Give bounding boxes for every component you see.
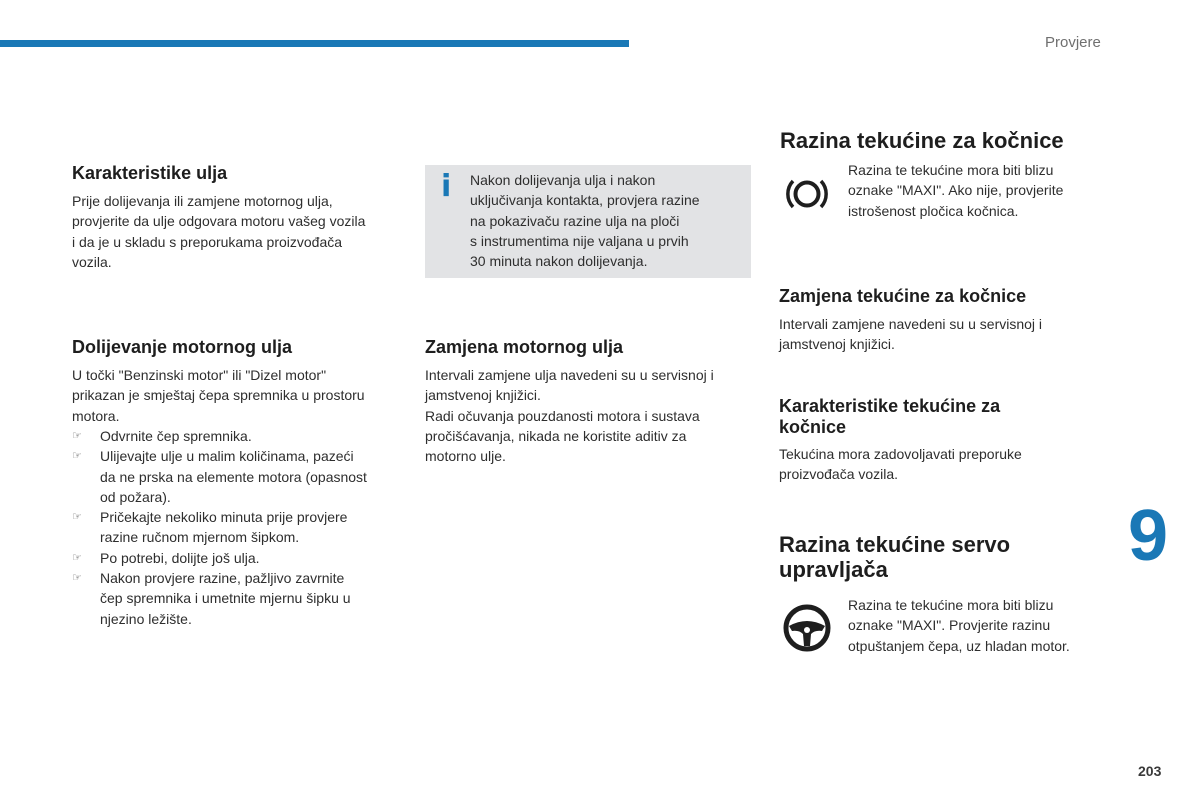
- text-line: oznake "MAXI". Ako nije, provjerite: [848, 182, 1064, 199]
- text-line: proizvođača vozila.: [779, 466, 899, 483]
- step-line: njezino ležište.: [100, 610, 192, 627]
- list-item: [72, 507, 402, 548]
- oil-topup-intro: [72, 365, 407, 426]
- text-line: vozila.: [72, 253, 112, 270]
- text-line: i da je u skladu s preporukama proizvođača: [72, 233, 343, 250]
- hand-pointer-icon: ☞: [72, 572, 82, 585]
- brake-level-text: [848, 160, 1108, 221]
- hand-pointer-icon: ☞: [72, 511, 82, 524]
- oil-change-text: [425, 365, 755, 466]
- brake-specs-text: [779, 444, 1099, 485]
- step-line: Odvrnite čep spremnika.: [100, 428, 252, 444]
- text-line: Nakon dolijevanja ulja i nakon: [470, 172, 656, 188]
- info-icon: i: [441, 169, 452, 204]
- text-line: U točki "Benzinski motor" ili "Dizel motor": [72, 367, 327, 383]
- power-steering-text: [848, 595, 1108, 656]
- oil-topup-steps: [72, 426, 402, 629]
- heading-line: upravljača: [779, 557, 888, 582]
- text-line: Intervali zamjene ulja navedeni su u servisnoj i: [425, 367, 714, 383]
- text-line: uključivanja kontakta, provjera razine: [470, 192, 700, 209]
- step-line: čep spremnika i umetnite mjernu šipku u: [100, 590, 351, 607]
- text-line: 30 minuta nakon dolijevanja.: [470, 253, 648, 270]
- hand-pointer-icon: ☞: [72, 430, 82, 442]
- step-line: razine ručnom mjernom šipkom.: [100, 529, 300, 546]
- step-line: od požara).: [100, 488, 171, 505]
- list-item: [72, 446, 402, 507]
- list-item: [72, 548, 402, 568]
- text-line: motora.: [72, 407, 120, 424]
- heading-line: Razina tekućine servo: [779, 532, 1011, 557]
- step-line: Ulijevajte ulje u malim količinama, pazeći: [100, 448, 354, 465]
- text-line: Razina te tekućine mora biti blizu: [848, 162, 1054, 178]
- step-line: Pričekajte nekoliko minuta prije provjere: [100, 509, 348, 526]
- step-line: da ne prska na elemente motora (opasnost: [100, 468, 367, 485]
- text-line: provjerite da ulje odgovara motoru vašeg vozila: [72, 213, 366, 230]
- steering-wheel-icon: [782, 603, 832, 653]
- section-label: Provjere: [1045, 34, 1101, 51]
- text-line: Prije dolijevanja ili zamjene motornog ulja,: [72, 193, 333, 209]
- text-line: pročišćavanja, nikada ne koristite aditiv za: [425, 427, 687, 444]
- hand-pointer-icon: ☞: [72, 450, 82, 463]
- text-line: oznake "MAXI". Provjerite razinu: [848, 617, 1051, 634]
- text-line: jamstvenoj knjižici.: [425, 387, 541, 404]
- text-line: jamstvenoj knjižici.: [779, 336, 895, 353]
- text-line: Razina te tekućine mora biti blizu: [848, 597, 1054, 613]
- text-line: Radi očuvanja pouzdanosti motora i sustava: [425, 407, 700, 424]
- step-line: Nakon provjere razine, pažljivo zavrnite: [100, 570, 345, 587]
- heading-line: kočnice: [779, 417, 847, 437]
- brake-specs-heading: [779, 396, 1099, 438]
- text-line: Tekućina mora zadovoljavati preporuke: [779, 446, 1022, 462]
- oil-change-heading: Zamjena motornog ulja: [425, 337, 624, 357]
- page-number: 203: [1138, 763, 1162, 779]
- brake-warning-icon: [782, 172, 832, 216]
- hand-pointer-icon: ☞: [72, 551, 82, 564]
- chapter-number: 9: [1128, 496, 1169, 576]
- info-box: [425, 165, 751, 278]
- text-line: Intervali zamjene navedeni su u servisnoj i: [779, 316, 1043, 332]
- power-steering-heading: [779, 532, 1099, 582]
- brake-level-heading: Razina tekućine za kočnice: [780, 128, 1064, 153]
- oil-specs-text: [72, 191, 407, 272]
- text-line: na pokazivaču razine ulja na ploči: [470, 212, 680, 229]
- text-line: prikazan je smještaj čepa spremnika u prostoru: [72, 387, 365, 404]
- text-line: s instrumentima nije valjana u prvih: [470, 232, 689, 249]
- list-item: [72, 426, 402, 446]
- oil-specs-heading: Karakteristike ulja: [72, 163, 228, 183]
- brake-change-text: [779, 314, 1099, 355]
- list-item: [72, 568, 402, 629]
- brake-change-heading: Zamjena tekućine za kočnice: [779, 286, 1027, 306]
- text-line: istrošenost pločica kočnica.: [848, 202, 1019, 219]
- header-accent-bar: [0, 40, 629, 47]
- text-line: motorno ulje.: [425, 448, 506, 465]
- text-line: otpuštanjem čepa, uz hladan motor.: [848, 637, 1070, 654]
- step-line: Po potrebi, dolijte još ulja.: [100, 549, 260, 566]
- info-text: [470, 170, 740, 271]
- heading-line: Karakteristike tekućine za: [779, 396, 1001, 416]
- oil-topup-heading: Dolijevanje motornog ulja: [72, 337, 293, 357]
